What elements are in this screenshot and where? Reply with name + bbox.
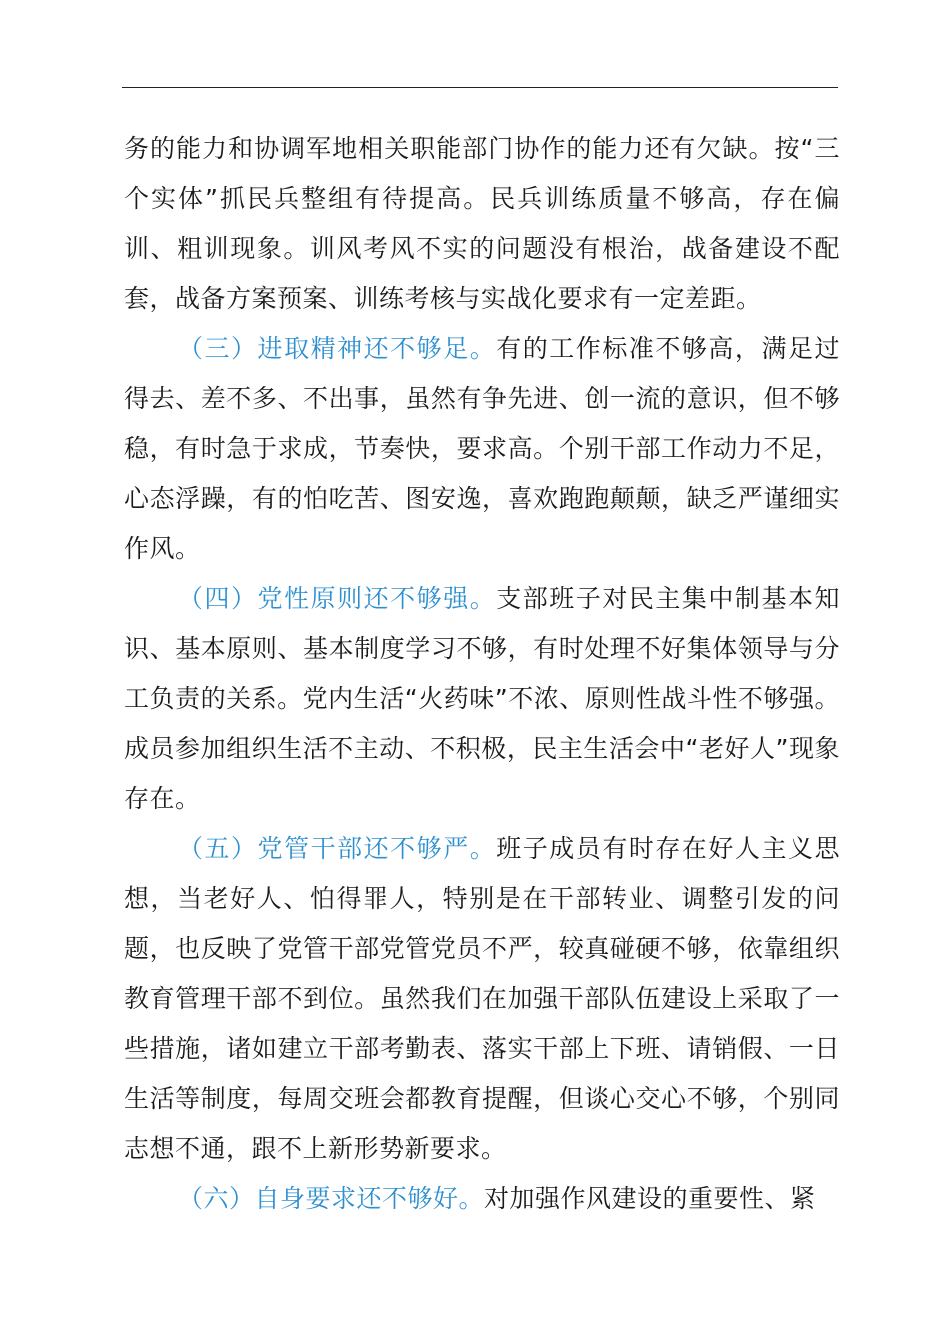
- paragraph-text: 班子成员有时存在好人主义思想，当老好人、怕得罪人，特别是在干部转业、调整引发的问题，也反映了党管干部党管党员不严，较真碰硬不够，依靠组织教育管理干部不到位。虽然我们在加强干部队伍建设上采取了一些措施，诸如建立干部考勤表、落实干部上下班、请销假、一日生活等制度，每周交班会都教育提醒，但谈心交心不够，个别同志想不通，跟不上新形势新要求。: [124, 834, 840, 1163]
- paragraph-section-5: [124, 824, 840, 1174]
- paragraph-text: 务的能力和协调军地相关职能部门协作的能力还有欠缺。按“三个实体”抓民兵整组有待提高。民兵训练质量不够高，存在偏训、粗训现象。训风考风不实的问题没有根治，战备建设不配套，战备方案预案、训练考核与实战化要求有一定差距。: [124, 134, 840, 313]
- paragraph-section-4: [124, 574, 840, 824]
- paragraph-text: 有的工作标准不够高，满足过得去、差不多、不出事，虽然有争先进、创一流的意识，但不够稳，有时急于求成，节奏快，要求高。个别干部工作动力不足，心态浮躁，有的怕吃苦、图安逸，喜欢跑跑颠颠，缺乏严谨细实作风。: [124, 334, 840, 563]
- document-body: [124, 124, 840, 1224]
- section-heading-6: （六）自身要求还不够好。: [178, 1184, 485, 1213]
- header-rule: [122, 87, 838, 88]
- paragraph-section-6: [124, 1174, 840, 1224]
- paragraph-section-3: [124, 324, 840, 574]
- paragraph-text: 对加强作风建设的重要性、紧: [484, 1184, 816, 1213]
- section-heading-3: （三）进取精神还不够足。: [178, 334, 497, 363]
- section-heading-5: （五）党管干部还不够严。: [178, 834, 497, 863]
- paragraph-text: 支部班子对民主集中制基本知识、基本原则、基本制度学习不够，有时处理不好集体领导与分工负责的关系。党内生活“火药味”不浓、原则性战斗性不够强。成员参加组织生活不主动、不积极，民主生活会中“老好人”现象存在。: [124, 584, 840, 813]
- section-heading-4: （四）党性原则还不够强。: [178, 584, 497, 613]
- paragraph-continuation: [124, 124, 840, 324]
